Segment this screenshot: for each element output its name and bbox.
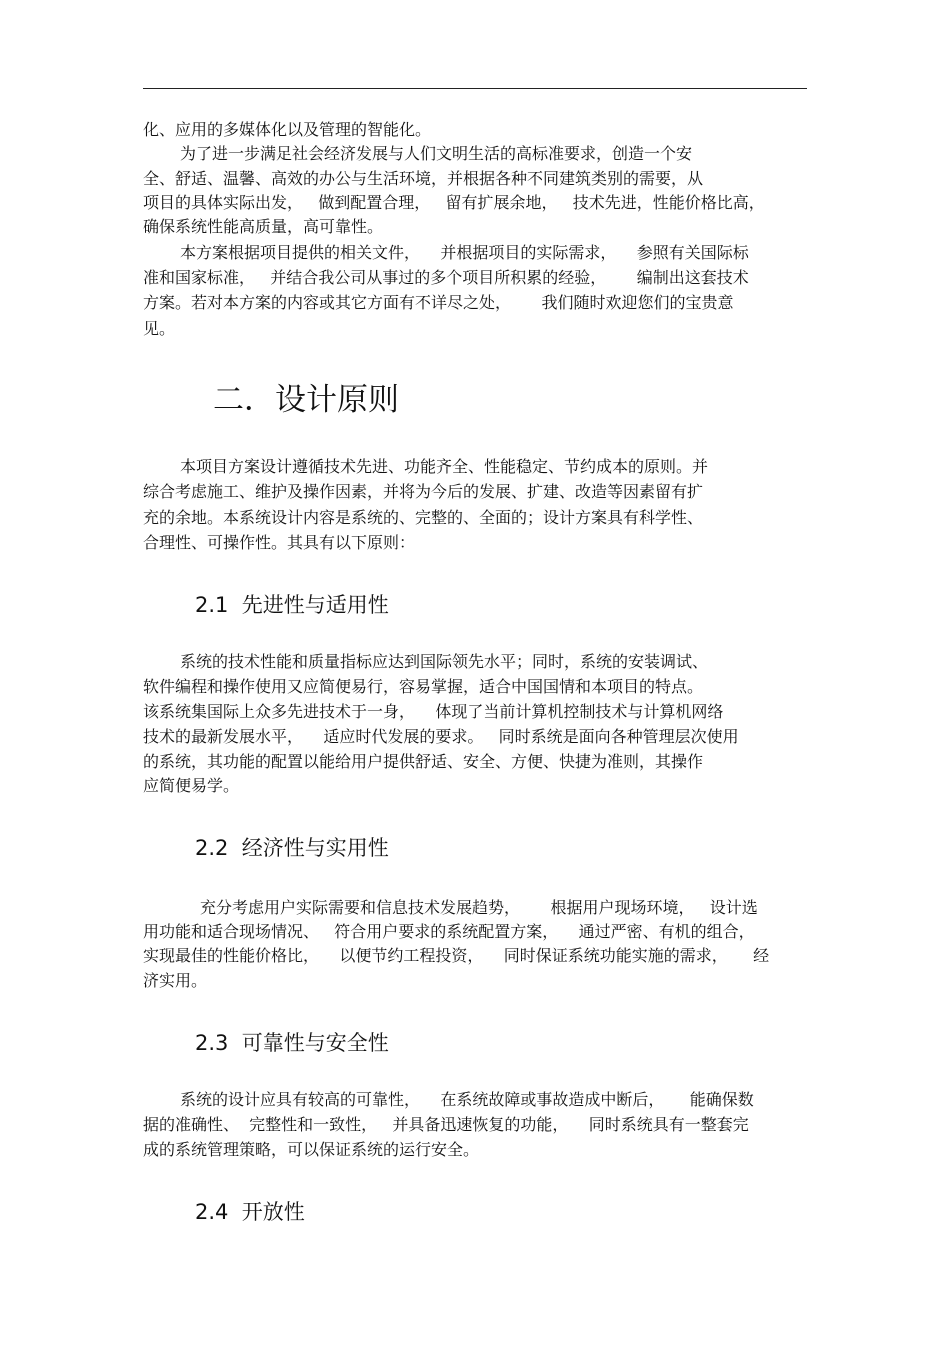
header-rule (143, 88, 807, 89)
paragraph-line: 据的准确性、 完整性和一致性， 并具备迅速恢复的功能， 同时系统具有一整套完 (143, 1115, 749, 1134)
subsection-heading: 2.2 经济性与实用性 (195, 836, 389, 860)
paragraph-line: 充分考虑用户实际需要和信息技术发展趋势， 根据用户现场环境， 设计选 (200, 898, 758, 917)
intro-line: 见。 (143, 319, 176, 338)
paragraph-line: 应简便易学。 (143, 776, 240, 795)
intro-line: 化、应用的多媒体化以及管理的智能化。 (143, 120, 432, 139)
paragraph-line: 用功能和适合现场情况、 符合用户要求的系统配置方案， 通过严密、有机的组合， (143, 922, 755, 941)
subsection-heading: 2.3 可靠性与安全性 (195, 1031, 389, 1055)
paragraph-line: 成的系统管理策略，可以保证系统的运行安全。 (143, 1140, 480, 1159)
paragraph-line: 本项目方案设计遵循技术先进、功能齐全、性能稳定、节约成本的原则。并 (180, 457, 709, 476)
paragraph-line: 综合考虑施工、维护及操作因素，并将为今后的发展、扩建、改造等因素留有扩 (143, 482, 704, 501)
subsection-heading: 2.4 开放性 (195, 1200, 305, 1224)
paragraph-line: 该系统集国际上众多先进技术于一身， 体现了当前计算机控制技术与计算机网络 (143, 702, 724, 721)
intro-line: 全、舒适、温馨、高效的办公与生活环境，并根据各种不同建筑类别的需要，从 (143, 169, 704, 188)
paragraph-line: 系统的设计应具有较高的可靠性， 在系统故障或事故造成中断后， 能确保数 (180, 1090, 754, 1109)
intro-line: 确保系统性能高质量，高可靠性。 (143, 217, 384, 236)
paragraph-line: 充的余地。本系统设计内容是系统的、完整的、全面的；设计方案具有科学性、 (143, 508, 704, 527)
intro-line: 本方案根据项目提供的相关文件， 并根据项目的实际需求， 参照有关国际标 (180, 243, 749, 262)
intro-line: 方案。若对本方案的内容或其它方面有不详尽之处， 我们随时欢迎您们的宝贵意 (143, 293, 734, 312)
paragraph-line: 系统的技术性能和质量指标应达到国际领先水平；同时，系统的安装调试、 (180, 652, 709, 671)
subsection-heading: 2.1 先进性与适用性 (195, 593, 389, 617)
paragraph-line: 实现最佳的性能价格比， 以便节约工程投资， 同时保证系统功能实施的需求， 经 (143, 946, 770, 965)
paragraph-line: 软件编程和操作使用又应简便易行，容易掌握，适合中国国情和本项目的特点。 (143, 677, 704, 696)
intro-line: 项目的具体实际出发， 做到配置合理， 留有扩展余地， 技术先进，性能价格比高， (143, 193, 765, 212)
paragraph-line: 的系统，其功能的配置以能给用户提供舒适、安全、方便、快捷为准则，其操作 (143, 752, 704, 771)
section-heading: 二．设计原则 (213, 382, 399, 418)
intro-line: 准和国家标准， 并结合我公司从事过的多个项目所积累的经验， 编制出这套技术 (143, 268, 749, 287)
paragraph-line: 济实用。 (143, 971, 208, 990)
intro-line: 为了进一步满足社会经济发展与人们文明生活的高标准要求，创造一个安 (180, 144, 693, 163)
paragraph-line: 合理性、可操作性。其具有以下原则： (143, 533, 416, 552)
paragraph-line: 技术的最新发展水平， 适应时代发展的要求。 同时系统是面向各种管理层次使用 (143, 727, 739, 746)
